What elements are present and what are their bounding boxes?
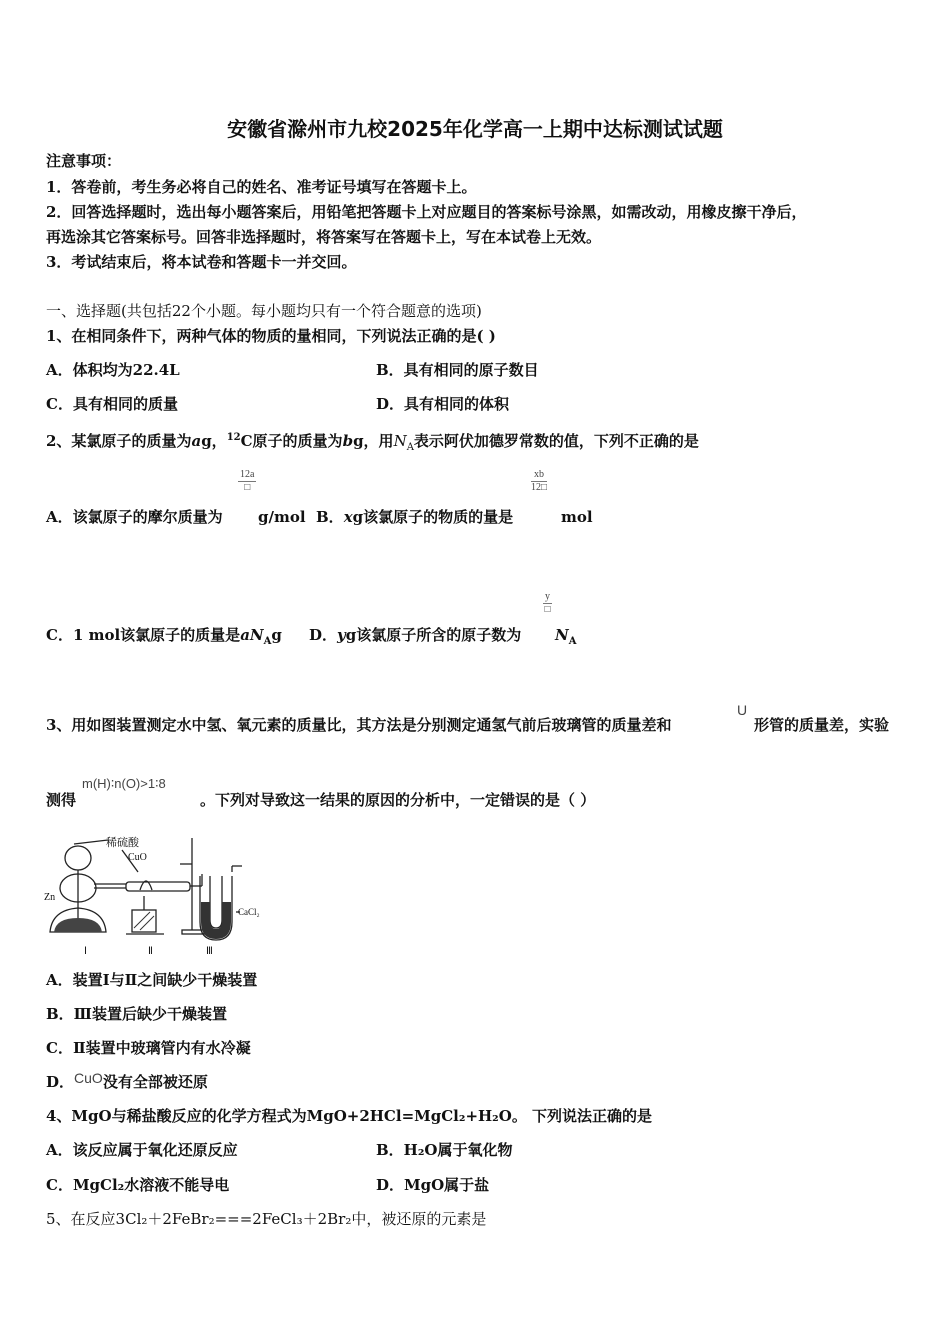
label-apparatus-i: Ⅰ — [84, 946, 87, 957]
question-3-option-b: B．Ⅲ装置后缺少干燥装置 — [46, 1005, 227, 1023]
fraction-xb-over-12na: $\frac{xb}{12□}$ — [531, 469, 548, 493]
question-3-stem-line1-end: 形管的质量差，实验 — [754, 716, 890, 734]
question-2-option-a: A．该氯原子的摩尔质量为 — [46, 508, 223, 526]
section-heading: 一、选择题(共包括22个小题。每小题均只有一个符合题意的选项) — [46, 302, 482, 320]
mass-ratio: m(H)∶n(O)>1∶8 — [82, 776, 166, 791]
question-2-option-c: C．1 mol该氯原子的质量是$aN_Ag$ — [46, 626, 282, 647]
question-3-option-a: A．装置Ⅰ与Ⅱ之间缺少干燥装置 — [46, 971, 258, 989]
question-1-option-d: D．具有相同的体积 — [376, 395, 510, 413]
question-4-stem: 4、MgO与稀盐酸反应的化学方程式为MgO+2HCl=MgCl₂+H₂O。 下列说法正确的是 — [46, 1107, 653, 1125]
question-3-option-c: C．Ⅱ装置中玻璃管内有水冷凝 — [46, 1039, 251, 1057]
burner-icon — [132, 910, 156, 932]
notice-item-3: 3．考试结束后，将本试卷和答题卡一并交回。 — [46, 253, 357, 271]
notice-item-2b: 再选涂其它答案标号。回答非选择题时，将答案写在答题卡上，写在本试卷上无效。 — [46, 228, 602, 246]
notice-item-1: 1．答卷前，考生务必将自己的姓名、准考证号填写在答题卡上。 — [46, 178, 477, 196]
question-2-option-b-unit: mol — [561, 508, 593, 526]
apparatus-figure — [42, 832, 282, 960]
label-cacl2: CaCl₂ — [238, 907, 260, 917]
question-1-option-b: B．具有相同的原子数目 — [376, 361, 539, 379]
question-4-option-b: B．H₂O属于氧化物 — [376, 1141, 513, 1159]
fraction-y-over-na: y □ — [544, 591, 551, 615]
question-4-option-a: A．该反应属于氧化还原反应 — [46, 1141, 238, 1159]
label-dilute-sulfuric-acid: 稀硫酸 — [106, 836, 139, 849]
question-1-option-a: A．体积均为22.4L — [46, 361, 180, 379]
question-2-stem: 2、某氯原子的质量为ag，$^{12}$C原子的质量为bg，用$N_A$表示阿伏加德罗常数的值，下列不正确的是 — [46, 432, 699, 453]
cacl2-fill — [201, 902, 231, 939]
question-2-option-d: D．yg该氯原子所含的原子数为 — [309, 626, 522, 644]
page-title: 安徽省滁州市九校2025年化学高一上期中达标测试试题 — [227, 117, 723, 141]
combustion-tube — [126, 882, 190, 891]
u-tube-symbol: U — [737, 702, 748, 718]
question-5-stem: 5、在反应3Cl₂＋2FeBr₂===2FeCl₃＋2Br₂中，被还原的元素是 — [46, 1210, 487, 1228]
question-3-stem-line1: 3、用如图装置测定水中氢、氧元素的质量比，其方法是分别测定通氢气前后玻璃管的质量差和 — [46, 716, 672, 734]
question-3-stem-line2-post: 。下列对导致这一结果的原因的分析中，一定错误的是（ ） — [200, 791, 596, 809]
label-apparatus-ii: Ⅱ — [148, 946, 153, 957]
label-zn: Zn — [44, 892, 56, 903]
question-1-stem: 1、在相同条件下，两种气体的物质的量相同，下列说法正确的是( ) — [46, 327, 496, 345]
notice-heading: 注意事项： — [46, 152, 122, 170]
question-2-option-b: B．xg该氯原子的物质的量是 — [316, 508, 514, 526]
label-cuo: CuO — [128, 852, 147, 863]
label-apparatus-iii: Ⅲ — [206, 946, 213, 957]
notice-item-2a: 2．回答选择题时，选出每小题答案后，用铅笔把答题卡上对应题目的答案标号涂黑，如需改动，用橡皮擦干净后， — [46, 203, 807, 221]
question-3-stem-line2-pre: 测得 — [46, 791, 77, 809]
question-2-option-d-na: $N_A$ — [555, 626, 577, 647]
question-4-option-c: C．MgCl₂水溶液不能导电 — [46, 1176, 230, 1194]
zinc-fill — [54, 918, 102, 932]
question-4-option-d: D．MgO属于盐 — [376, 1176, 490, 1194]
question-1-option-c: C．具有相同的质量 — [46, 395, 178, 413]
question-3-option-d: D．CuO没有全部被还原 — [46, 1070, 208, 1091]
fraction-12a-over-na: 12a □ — [240, 469, 255, 493]
question-2-option-a-unit: g/mol — [258, 508, 306, 526]
kipp-top-bulb — [65, 846, 91, 870]
